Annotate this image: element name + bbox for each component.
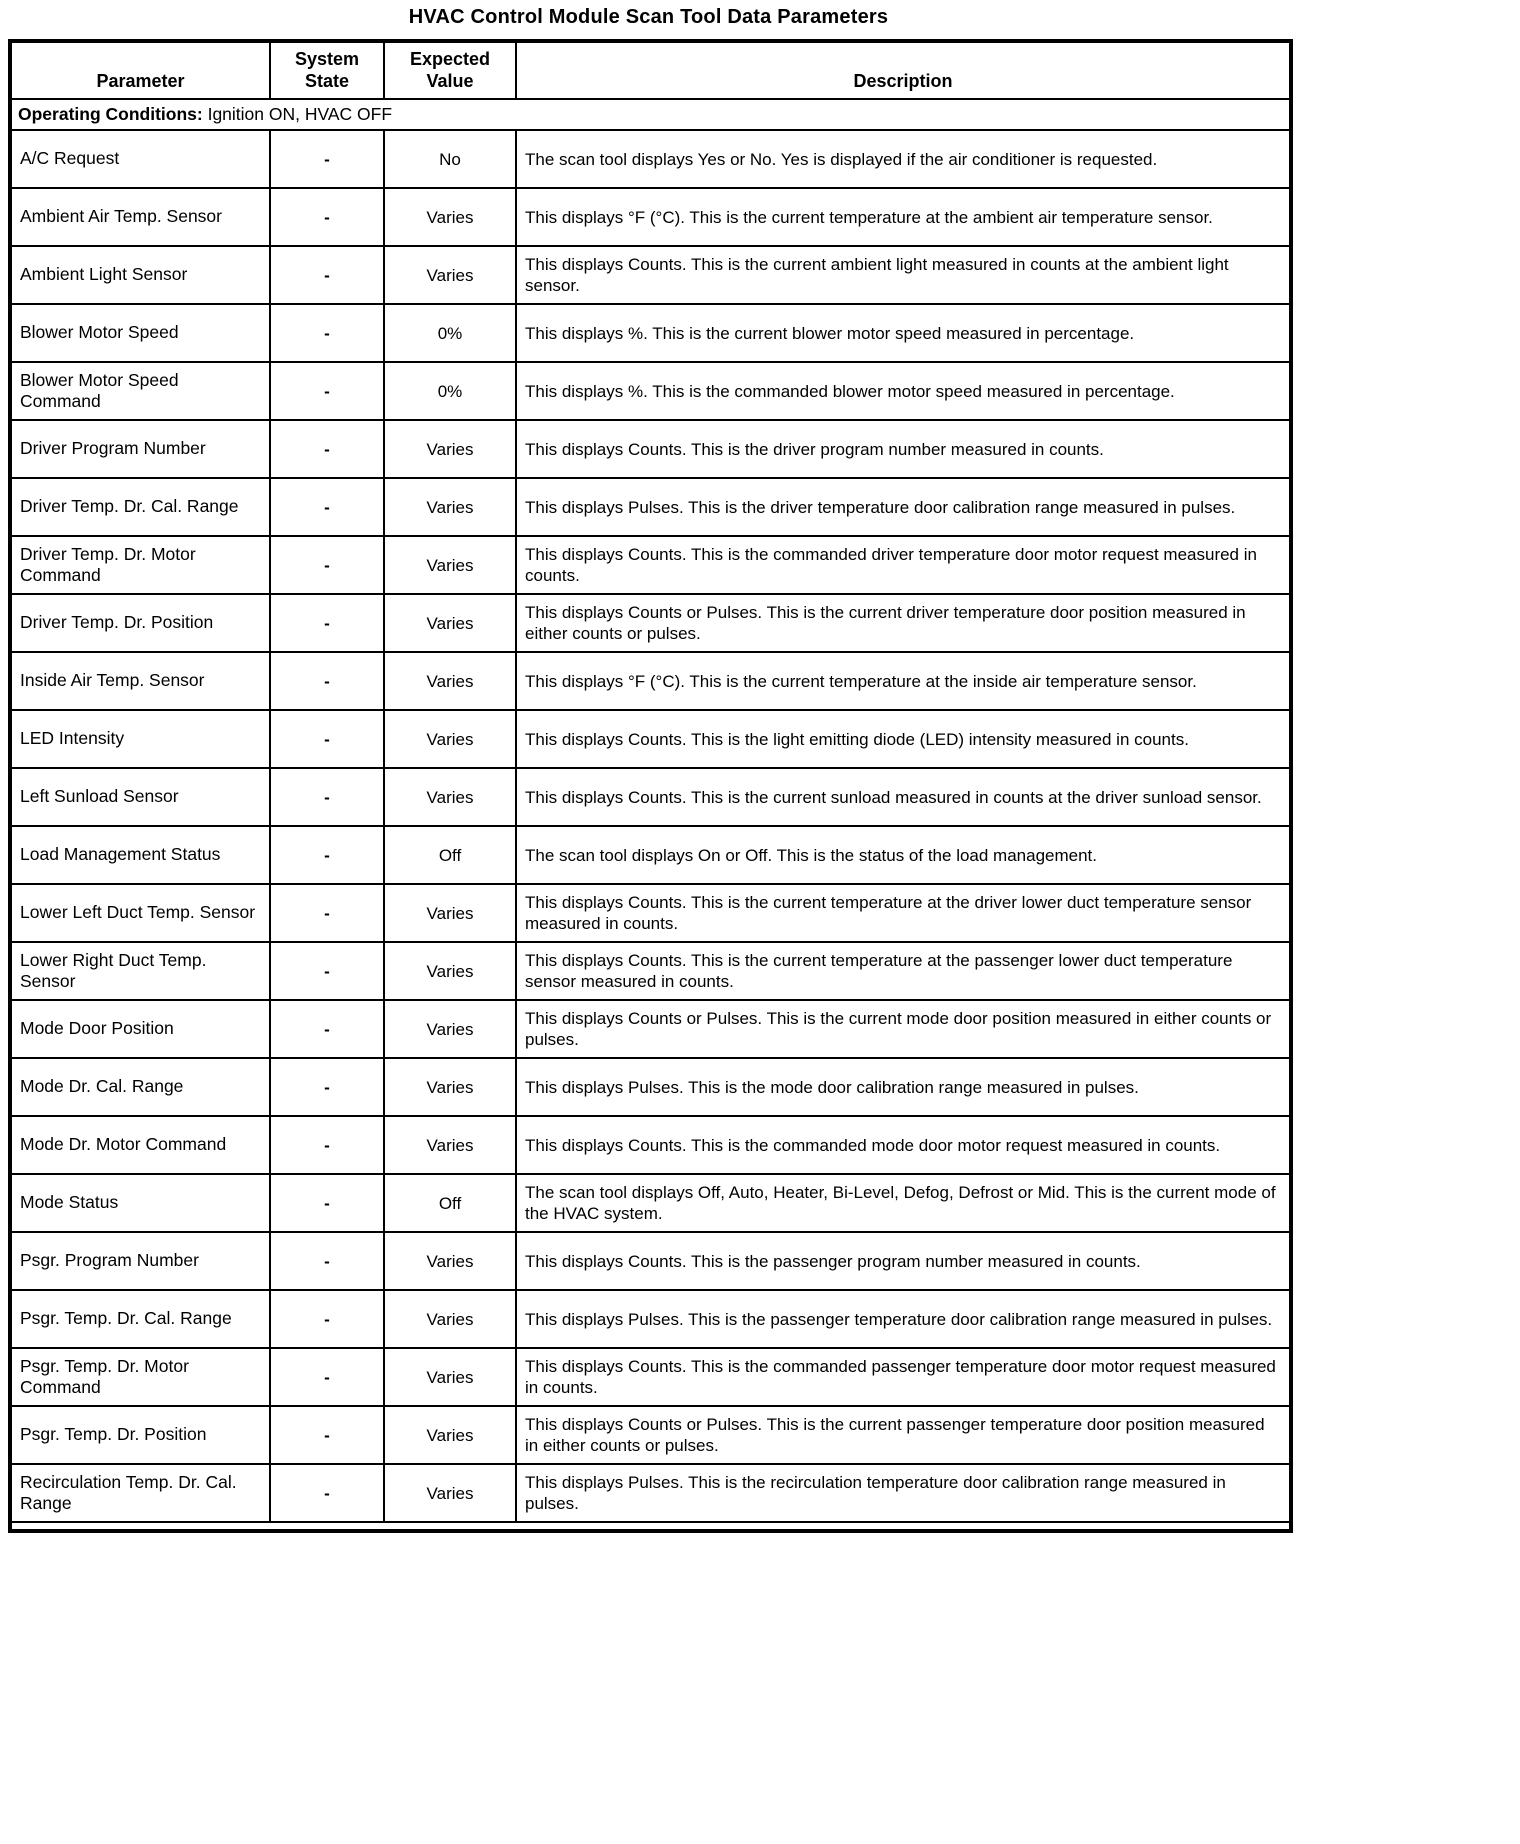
parameter-cell: Driver Temp. Dr. Cal. Range: [10, 478, 270, 536]
expected-value-cell: Varies: [384, 942, 516, 1000]
description-cell: This displays Pulses. This is the passenger temperature door calibration range measured in pulses.: [516, 1290, 1291, 1348]
description-cell: This displays Counts or Pulses. This is the current driver temperature door position measured in either counts or pulses.: [516, 594, 1291, 652]
system-state-cell: -: [270, 478, 384, 536]
system-state-cell: -: [270, 1174, 384, 1232]
parameter-cell: Ambient Air Temp. Sensor: [10, 188, 270, 246]
table-row: [10, 884, 1291, 942]
header-row: [10, 41, 1291, 99]
expected-value-cell: Varies: [384, 1406, 516, 1464]
system-state-cell: -: [270, 710, 384, 768]
parameter-cell: Driver Temp. Dr. Position: [10, 594, 270, 652]
system-state-cell: -: [270, 884, 384, 942]
description-cell: This displays Pulses. This is the driver temperature door calibration range measured in pulses.: [516, 478, 1291, 536]
expected-value-cell: Varies: [384, 594, 516, 652]
page-title: HVAC Control Module Scan Tool Data Parameters: [408, 6, 889, 28]
description-cell: This displays °F (°C). This is the current temperature at the inside air temperature sensor.: [516, 652, 1291, 710]
operating-conditions-label: Operating Conditions:: [18, 103, 203, 124]
parameter-cell: Psgr. Program Number: [10, 1232, 270, 1290]
system-state-cell: -: [270, 768, 384, 826]
expected-value-cell: Varies: [384, 478, 516, 536]
parameter-cell: Driver Temp. Dr. Motor Command: [10, 536, 270, 594]
table-row: [10, 130, 1291, 188]
table-row: [10, 1348, 1291, 1406]
description-cell: This displays Pulses. This is the recirculation temperature door calibration range measured in pulses.: [516, 1464, 1291, 1522]
table-row: [10, 768, 1291, 826]
expected-value-cell: Varies: [384, 768, 516, 826]
system-state-cell: -: [270, 1348, 384, 1406]
expected-value-cell: Varies: [384, 1348, 516, 1406]
table-row: [10, 1174, 1291, 1232]
table-row: [10, 1000, 1291, 1058]
expected-value-cell: Varies: [384, 884, 516, 942]
description-cell: This displays %. This is the commanded blower motor speed measured in percentage.: [516, 362, 1291, 420]
expected-value-cell: Varies: [384, 652, 516, 710]
system-state-cell: -: [270, 420, 384, 478]
description-cell: The scan tool displays On or Off. This is the status of the load management.: [516, 826, 1291, 884]
table-row: [10, 1232, 1291, 1290]
description-cell: This displays Counts. This is the passenger program number measured in counts.: [516, 1232, 1291, 1290]
table-row: [10, 594, 1291, 652]
expected-value-cell: Varies: [384, 710, 516, 768]
expected-value-cell: Off: [384, 1174, 516, 1232]
column-header-description: Description: [516, 41, 1291, 99]
system-state-cell: -: [270, 942, 384, 1000]
description-cell: This displays Pulses. This is the mode door calibration range measured in pulses.: [516, 1058, 1291, 1116]
parameter-cell: Lower Left Duct Temp. Sensor: [10, 884, 270, 942]
expected-value-cell: Varies: [384, 1000, 516, 1058]
parameter-cell: Blower Motor Speed: [10, 304, 270, 362]
description-cell: This displays Counts. This is the current temperature at the passenger lower duct temperature sensor measured in counts.: [516, 942, 1291, 1000]
description-cell: The scan tool displays Yes or No. Yes is displayed if the air conditioner is requested.: [516, 130, 1291, 188]
table-row: [10, 536, 1291, 594]
parameter-cell: Mode Dr. Motor Command: [10, 1116, 270, 1174]
expected-value-cell: Varies: [384, 1464, 516, 1522]
system-state-cell: -: [270, 1406, 384, 1464]
table-row: [10, 478, 1291, 536]
parameter-cell: Lower Right Duct Temp. Sensor: [10, 942, 270, 1000]
parameter-cell: Mode Status: [10, 1174, 270, 1232]
system-state-cell: -: [270, 1000, 384, 1058]
parameter-cell: Ambient Light Sensor: [10, 246, 270, 304]
parameter-cell: Mode Dr. Cal. Range: [10, 1058, 270, 1116]
system-state-cell: -: [270, 1290, 384, 1348]
parameter-cell: Blower Motor Speed Command: [10, 362, 270, 420]
parameter-cell: Load Management Status: [10, 826, 270, 884]
scan-data-table: [8, 39, 1293, 1533]
system-state-cell: -: [270, 1232, 384, 1290]
description-cell: This displays Counts. This is the commanded passenger temperature door motor request measured in counts.: [516, 1348, 1291, 1406]
description-cell: This displays Counts. This is the current sunload measured in counts at the driver sunload sensor.: [516, 768, 1291, 826]
table-row: [10, 246, 1291, 304]
system-state-cell: -: [270, 304, 384, 362]
expected-value-cell: 0%: [384, 362, 516, 420]
description-cell: This displays Counts. This is the commanded driver temperature door motor request measured in counts.: [516, 536, 1291, 594]
system-state-cell: -: [270, 362, 384, 420]
expected-value-cell: Varies: [384, 1232, 516, 1290]
table-row: [10, 188, 1291, 246]
description-cell: This displays Counts or Pulses. This is the current mode door position measured in either counts or pulses.: [516, 1000, 1291, 1058]
table-row: [10, 942, 1291, 1000]
parameter-cell: Left Sunload Sensor: [10, 768, 270, 826]
table-row: [10, 1058, 1291, 1116]
system-state-cell: -: [270, 594, 384, 652]
expected-value-cell: Varies: [384, 536, 516, 594]
system-state-cell: -: [270, 246, 384, 304]
parameter-cell: A/C Request: [10, 130, 270, 188]
system-state-cell: -: [270, 130, 384, 188]
description-cell: The scan tool displays Off, Auto, Heater, Bi-Level, Defog, Defrost or Mid. This is the current mode of the HVAC system.: [516, 1174, 1291, 1232]
column-header-system-state: System State: [270, 41, 384, 99]
description-cell: This displays °F (°C). This is the current temperature at the ambient air temperature sensor.: [516, 188, 1291, 246]
system-state-cell: -: [270, 1058, 384, 1116]
expected-value-cell: Varies: [384, 188, 516, 246]
expected-value-cell: No: [384, 130, 516, 188]
system-state-cell: -: [270, 188, 384, 246]
description-cell: This displays %. This is the current blower motor speed measured in percentage.: [516, 304, 1291, 362]
expected-value-cell: 0%: [384, 304, 516, 362]
table-row: [10, 420, 1291, 478]
table-row: [10, 826, 1291, 884]
parameter-cell: Psgr. Temp. Dr. Cal. Range: [10, 1290, 270, 1348]
description-cell: This displays Counts. This is the commanded mode door motor request measured in counts.: [516, 1116, 1291, 1174]
expected-value-cell: Off: [384, 826, 516, 884]
expected-value-cell: Varies: [384, 1116, 516, 1174]
parameter-cell: Inside Air Temp. Sensor: [10, 652, 270, 710]
parameter-cell: Mode Door Position: [10, 1000, 270, 1058]
parameter-cell: Psgr. Temp. Dr. Motor Command: [10, 1348, 270, 1406]
expected-value-cell: Varies: [384, 246, 516, 304]
system-state-cell: -: [270, 1464, 384, 1522]
expected-value-cell: Varies: [384, 420, 516, 478]
operating-conditions-cell: [10, 99, 1291, 131]
expected-value-cell: Varies: [384, 1290, 516, 1348]
system-state-cell: -: [270, 1116, 384, 1174]
description-cell: This displays Counts. This is the light emitting diode (LED) intensity measured in counts.: [516, 710, 1291, 768]
table-row: [10, 1290, 1291, 1348]
column-header-parameter: Parameter: [10, 41, 270, 99]
table-row: [10, 1464, 1291, 1522]
table-row: [10, 362, 1291, 420]
partial-bottom-row: [10, 1522, 1291, 1531]
description-cell: This displays Counts. This is the current temperature at the driver lower duct temperature sensor measured in counts.: [516, 884, 1291, 942]
parameter-cell: Driver Program Number: [10, 420, 270, 478]
description-cell: This displays Counts or Pulses. This is the current passenger temperature door position measured in either counts or pulses.: [516, 1406, 1291, 1464]
table-row: [10, 652, 1291, 710]
column-header-expected-value: Expected Value: [384, 41, 516, 99]
description-cell: This displays Counts. This is the driver program number measured in counts.: [516, 420, 1291, 478]
parameter-cell: Psgr. Temp. Dr. Position: [10, 1406, 270, 1464]
description-cell: This displays Counts. This is the current ambient light measured in counts at the ambient light sensor.: [516, 246, 1291, 304]
table-row: [10, 1116, 1291, 1174]
partial-bottom-cell: [10, 1522, 1291, 1531]
table-row: [10, 304, 1291, 362]
system-state-cell: -: [270, 536, 384, 594]
operating-conditions-row: [10, 99, 1291, 131]
parameter-cell: Recirculation Temp. Dr. Cal. Range: [10, 1464, 270, 1522]
table-row: [10, 1406, 1291, 1464]
parameter-cell: LED Intensity: [10, 710, 270, 768]
expected-value-cell: Varies: [384, 1058, 516, 1116]
table-row: [10, 710, 1291, 768]
system-state-cell: -: [270, 826, 384, 884]
system-state-cell: -: [270, 652, 384, 710]
operating-conditions-value: Ignition ON, HVAC OFF: [202, 103, 393, 124]
